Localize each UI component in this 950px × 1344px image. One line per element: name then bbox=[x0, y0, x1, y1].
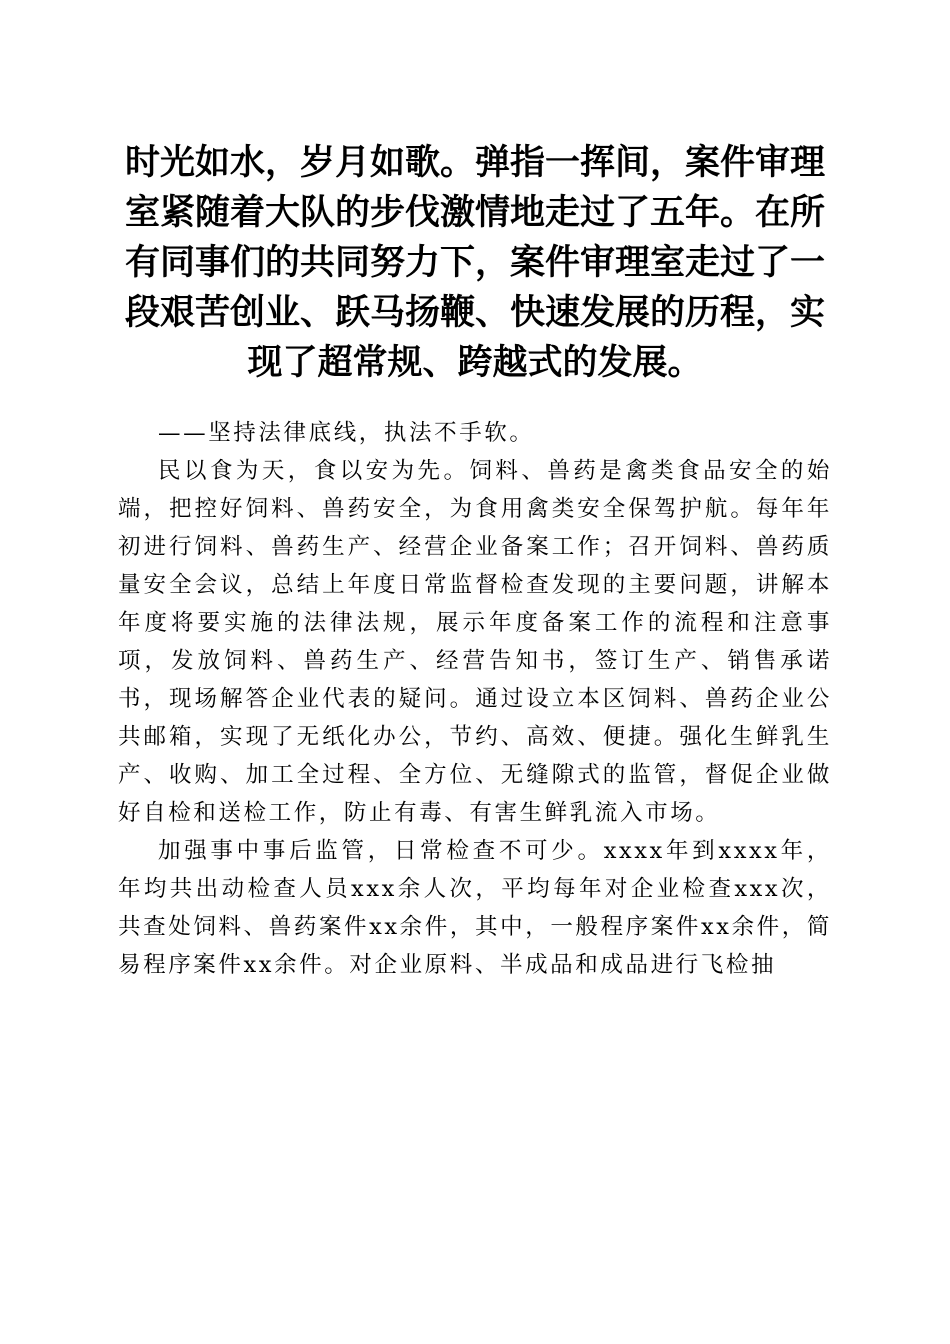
body-paragraph: 民以食为天，食以安为先。饲料、兽药是禽类食品安全的始端，把控好饲料、兽药安全，为食用禽类安全保驾护航。每年年初进行饲料、兽药生产、经营企业备案工作；召开饲料、兽药质量安全会议，总结上年度日常监督检查发现的主要问题，讲解本年度将要实施的法律法规，展示年度备案工作的流程和注意事项，发放饲料、兽药生产、经营告知书，签订生产、销售承诺书，现场解答企业代表的疑问。通过设立本区饲料、兽药企业公共邮箱，实现了无纸化办公，节约、高效、便捷。强化生鲜乳生产、收购、加工全过程、全方位、无缝隙式的监管，督促企业做好自检和送检工作，防止有毒、有害生鲜乳流入市场。 bbox=[118, 458, 832, 826]
section-heading-paragraph: ——坚持法律底线，执法不手软。 bbox=[158, 420, 535, 446]
document-body bbox=[118, 414, 832, 984]
body-paragraph: 加强事中事后监管，日常检查不可少。xxxx年到xxxx年，年均共出动检查人员xxx余人次，平均每年对企业检查xxx次，共查处饲料、兽药案件xx余件，其中，一般程序案件xx余件，简易程序案件xx余件。对企业原料、半成品和成品进行飞检抽 bbox=[118, 838, 832, 978]
document-title: 时光如水，岁月如歌。弹指一挥间，案件审理室紧随着大队的步伐激情地走过了五年。在所有同事们的共同努力下，案件审理室走过了一段艰苦创业、跃马扬鞭、快速发展的历程，实现了超常规、跨越式的发展。 bbox=[124, 142, 825, 383]
